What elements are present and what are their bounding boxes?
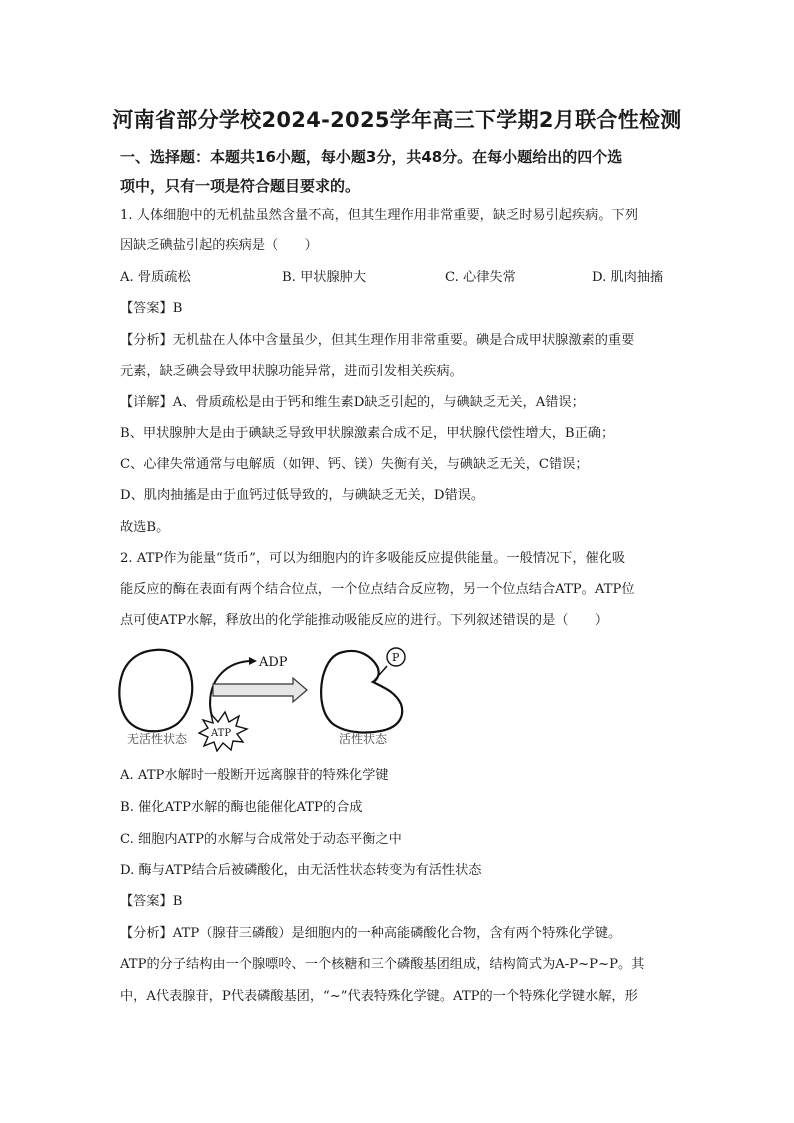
q2-analysis-line-3: 中，A代表腺苷，P代表磷酸基团，“~”代表特殊化学键。ATP的一个特殊化学键水解，形	[120, 989, 638, 1004]
page-title: 河南省部分学校2024-2025学年高三下学期2月联合性检测	[112, 108, 682, 132]
q2-option-c: C. 细胞内ATP的水解与合成常处于动态平衡之中	[120, 832, 402, 847]
enzyme-phosphorylation-diagram	[115, 642, 425, 752]
q1-detail-line-4: D、肌肉抽搐是由于血钙过低导致的，与碘缺乏无关，D错误。	[120, 488, 485, 503]
q1-option-c: C. 心律失常	[445, 270, 516, 285]
q1-option-a: A. 骨质疏松	[120, 270, 191, 285]
q1-answer: 【答案】B	[120, 301, 183, 316]
q1-detail-line-2: B、甲状腺肿大是由于碘缺乏导致甲状腺激素合成不足，甲状腺代偿性增大，B正确；	[120, 426, 615, 441]
q1-analysis-line-2: 元素，缺乏碘会导致甲状腺功能异常，进而引发相关疾病。	[120, 364, 463, 379]
q2-stem-line-1: 2. ATP作为能量“货币”，可以为细胞内的许多吸能反应提供能量。一般情况下，催化吸	[120, 551, 626, 566]
q1-option-d: D. 肌肉抽搐	[592, 270, 664, 285]
active-state-label: 活性状态	[339, 732, 388, 746]
q2-stem-line-3: 点可使ATP水解，释放出的化学能推动吸能反应的进行。下列叙述错误的是（ ）	[120, 613, 609, 628]
adp-label: ADP	[259, 655, 288, 670]
atp-label: ATP	[211, 728, 232, 739]
q2-option-b: B. 催化ATP水解的酶也能催化ATP的合成	[120, 800, 363, 815]
q1-stem-line-1: 1. 人体细胞中的无机盐虽然含量不高，但其生理作用非常重要，缺乏时易引起疾病。下列	[120, 208, 638, 223]
q1-detail-line-3: C、心律失常通常与电解质（如钾、钙、镁）失衡有关，与碘缺乏无关，C错误；	[120, 457, 589, 472]
q2-analysis-line-1: 【分析】ATP（腺苷三磷酸）是细胞内的一种高能磷酸化合物，含有两个特殊化学键。	[120, 926, 622, 941]
q2-stem-line-2: 能反应的酶在表面有两个结合位点，一个位点结合反应物，另一个位点结合ATP。ATP位	[120, 582, 635, 597]
q1-conclusion: 故选B。	[120, 520, 170, 535]
inactive-state-label: 无活性状态	[127, 732, 188, 746]
q2-answer: 【答案】B	[120, 894, 183, 909]
q2-option-d: D. 酶与ATP结合后被磷酸化，由无活性状态转变为有活性状态	[120, 863, 482, 878]
q1-analysis-line-1: 【分析】无机盐在人体中含量虽少，但其生理作用非常重要。碘是合成甲状腺激素的重要	[120, 333, 635, 348]
q1-option-b: B. 甲状腺肿大	[282, 270, 367, 285]
q2-option-a: A. ATP水解时一般断开远离腺苷的特殊化学键	[120, 768, 389, 783]
phosphate-label: P	[392, 651, 400, 664]
transition-arrow	[213, 678, 307, 702]
section-heading-line-1: 一、选择题：本题共16小题，每小题3分，共48分。在每小题给出的四个选	[120, 148, 623, 166]
q1-stem-line-2: 因缺乏碘盐引起的疾病是（ ）	[120, 238, 318, 253]
phosphate-bond	[373, 666, 387, 682]
adp-arrowhead	[249, 657, 257, 665]
inactive-enzyme-shape	[119, 650, 192, 732]
section-heading-line-2: 项中，只有一项是符合题目要求的。	[120, 177, 361, 195]
q1-detail-line-1: 【详解】A、骨质疏松是由于钙和维生素D缺乏引起的，与碘缺乏无关，A错误；	[120, 395, 585, 410]
q2-analysis-line-2: ATP的分子结构由一个腺嘌呤、一个核糖和三个磷酸基团组成，结构简式为A-P~P~P。其	[120, 957, 645, 972]
